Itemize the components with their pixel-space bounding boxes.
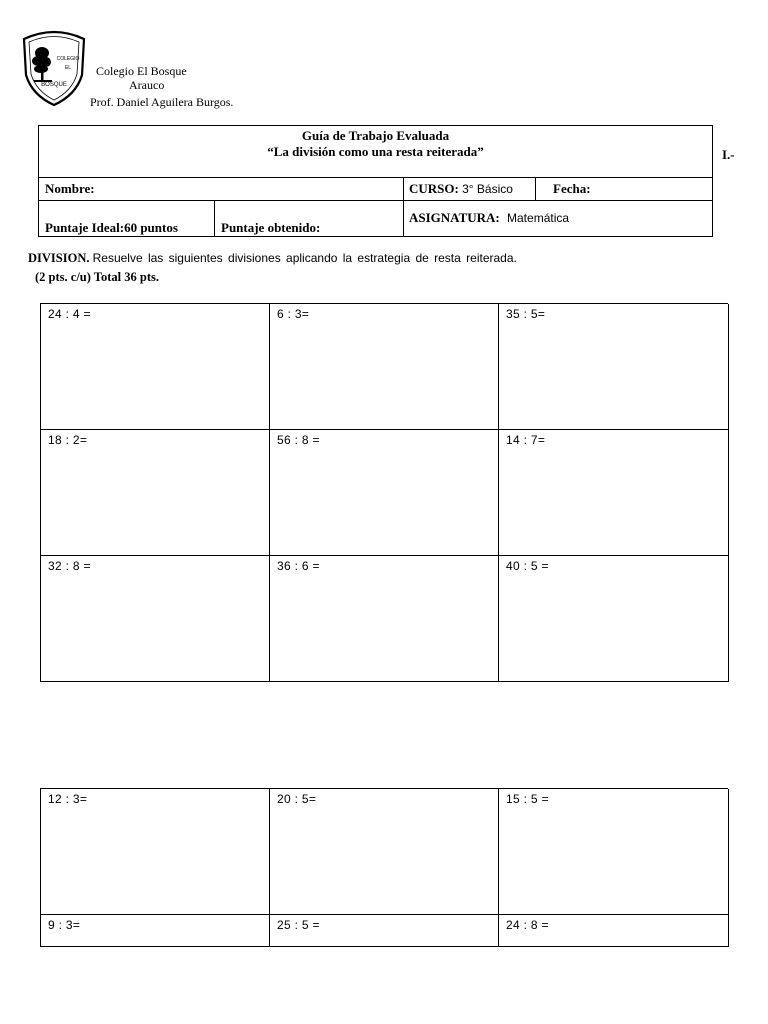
instructions (28, 251, 517, 266)
asignatura-value: Matemática (507, 211, 570, 225)
exercise-cell[interactable]: 15 : 5 = (499, 789, 729, 915)
exercise-cell[interactable]: 18 : 2= (41, 430, 270, 556)
puntaje-ideal: Puntaje Ideal:60 puntos (45, 220, 178, 235)
exercise-cell[interactable]: 36 : 6 = (270, 556, 499, 682)
header-table (38, 125, 713, 237)
teacher-name: Prof. Daniel Aguilera Burgos. (90, 95, 234, 109)
curso-value: 3° Básico (462, 182, 513, 196)
instructions-text: Resuelve las siguientes divisiones aplicando la estrategia de resta reiterada. (92, 251, 517, 265)
exercise-grid-2 (40, 788, 728, 947)
fecha-label: Fecha: (553, 181, 591, 196)
exercise-grid-1 (40, 303, 728, 682)
curso-field (409, 181, 513, 197)
exercise-cell[interactable]: 14 : 7= (499, 430, 729, 556)
asignatura-field (409, 210, 569, 226)
exercise-cell[interactable]: 24 : 8 = (499, 915, 729, 947)
worksheet-title: Guía de Trabajo Evaluada (301, 128, 450, 143)
logo-text-1: COLEGIO (56, 56, 80, 62)
puntaje-obtenido: Puntaje obtenido: (221, 220, 321, 235)
exercise-cell[interactable]: 25 : 5 = (270, 915, 499, 947)
exercise-cell[interactable]: 24 : 4 = (41, 304, 270, 430)
exercise-cell[interactable]: 6 : 3= (270, 304, 499, 430)
exercise-cell[interactable]: 40 : 5 = (499, 556, 729, 682)
exercise-cell[interactable]: 9 : 3= (41, 915, 270, 947)
worksheet-subtitle: “La división como una resta reiterada” (267, 144, 484, 159)
school-name: Colegio El Bosque (96, 64, 187, 78)
logo-text-3: BOSQUE (41, 82, 67, 88)
school-logo (20, 29, 88, 107)
asignatura-label: ASIGNATURA: (409, 210, 500, 225)
school-city: Arauco (129, 78, 165, 92)
nombre-label: Nombre: (45, 181, 95, 196)
section-number: I.- (722, 147, 735, 162)
curso-label: CURSO: (409, 181, 459, 196)
exercise-cell[interactable]: 32 : 8 = (41, 556, 270, 682)
exercise-cell[interactable]: 20 : 5= (270, 789, 499, 915)
logo-text-2: EL (64, 65, 72, 71)
instructions-label: DIVISION. (28, 251, 90, 265)
exercise-cell[interactable]: 12 : 3= (41, 789, 270, 915)
exercise-cell[interactable]: 56 : 8 = (270, 430, 499, 556)
points-note: (2 pts. c/u) Total 36 pts. (35, 270, 159, 284)
exercise-cell[interactable]: 35 : 5= (499, 304, 729, 430)
